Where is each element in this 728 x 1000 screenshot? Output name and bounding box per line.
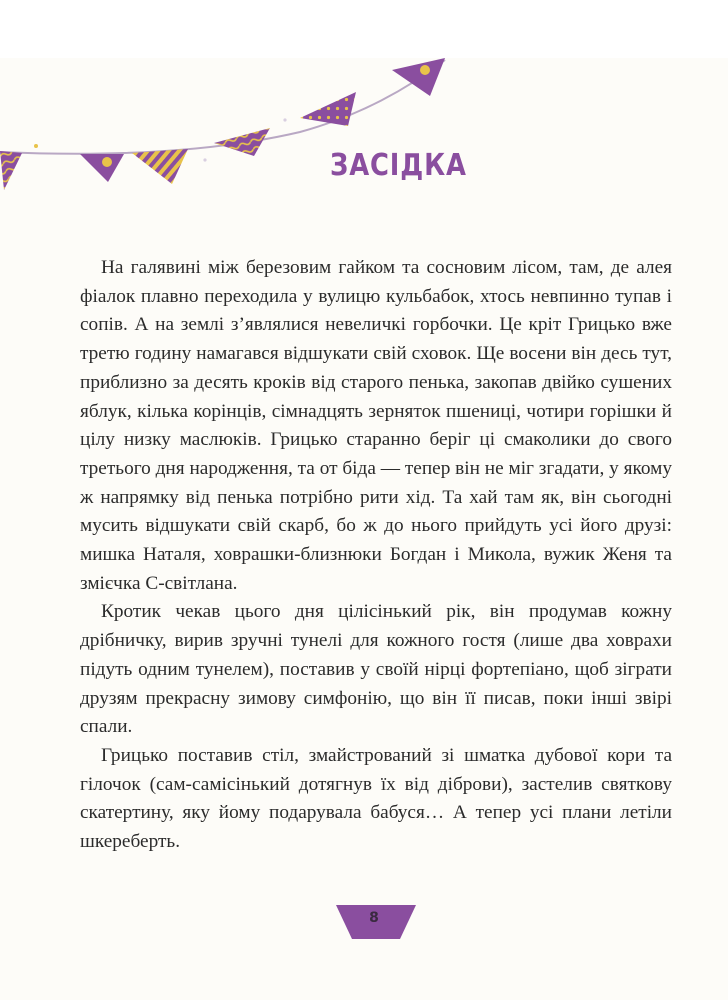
bunting-flag — [214, 128, 270, 156]
chapter-body — [80, 254, 672, 857]
bunting-flag-ornament — [420, 65, 430, 75]
bunting-flag-ornament — [102, 157, 112, 167]
paragraph: На галявині між березовим гайком та сосновим лісом, там, де алея фіалок плавно переходила у вулицю кульбабок, хтось невпинно тупав і сопів. А на землі з’являлися невеличкі горбочки. Це кріт Грицько вже третю годину намагався відшукати свій сховок. Ще восени він десь тут, приблизно за десять кроків від старого пенька, закопав двійко сушених яблук, кілька корінців, сімнадцять зерняток пшениці, чотири горішки й цілу низку маслюків. Грицько старанно беріг ці смаколики до свого третього дня народження, та от біда — тепер він не міг згадати, у якому ж напрямку від пенька потрібно рити хід. Та хай там як, він сьогодні мусить відшукати свій скарб, бо ж до нього прийдуть усі його друзі: мишка Наталя, ховрашки-близнюки Богдан і Микола, вужик Женя та змієчка С-світлана. — [80, 257, 672, 594]
confetti-dot — [203, 158, 206, 161]
bunting-flag — [0, 151, 22, 190]
bunting-flag — [132, 149, 188, 184]
chapter-title: ЗАСІДКА — [330, 148, 467, 183]
bunting-flag — [80, 154, 124, 182]
bunting-string — [0, 60, 445, 154]
page-number: 8 — [369, 910, 379, 926]
confetti-dot — [283, 118, 286, 121]
paragraph: Кротик чекав цього дня цілісінький рік, він продумав кожну дрібничку, вирив зручні тунелі для кожного гостя (лише два ховрахи підуть одним тунелем), поставив у своїй нірці фортепіано, щоб зіграти друзям прекрасну зимову симфонію, що він її писав, поки інші звірі спали. — [80, 601, 672, 738]
paragraph: Грицько поставив стіл, змайстрований зі шматка дубової кори та гілочок (сам-самісінький дотягнув їх від діброви), застелив святкову скатертину, яку йому подарувала бабуся… А тепер усі плани летіли шкереберть. — [80, 744, 672, 853]
bunting-flag — [300, 92, 356, 126]
confetti-dot — [34, 144, 38, 148]
